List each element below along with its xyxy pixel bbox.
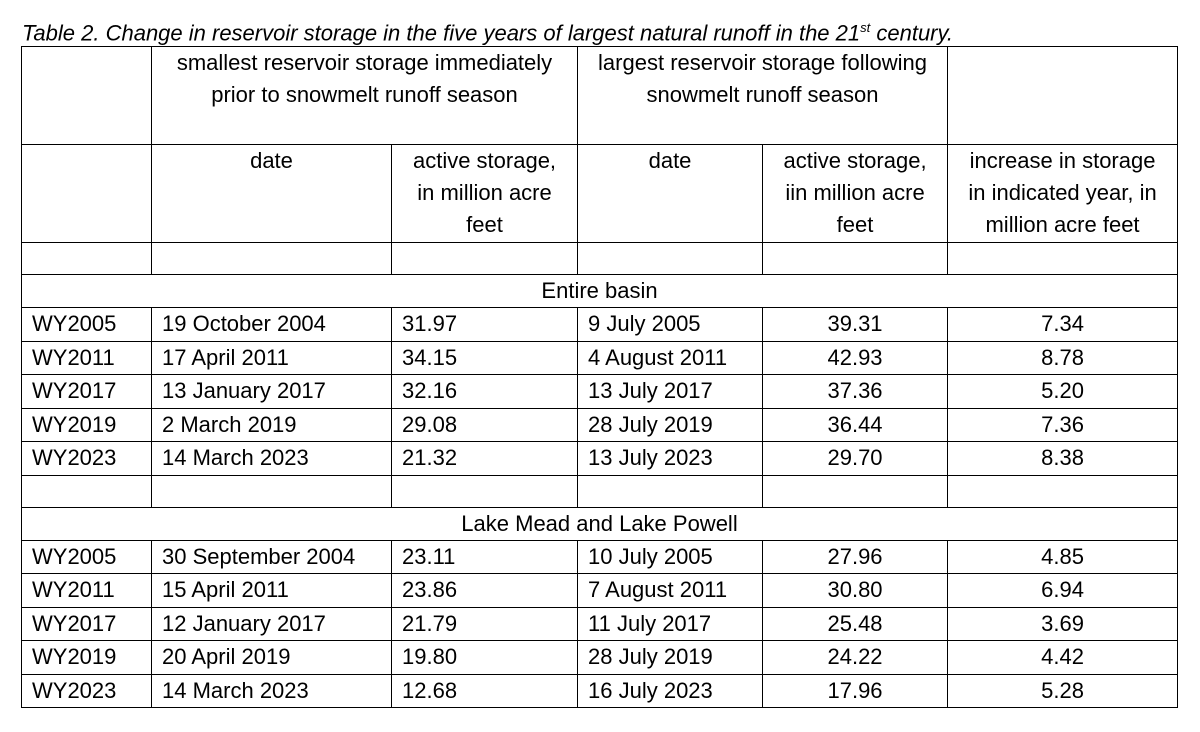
row-increase-cell: 7.34 — [948, 308, 1178, 342]
row-storage-after-cell: 30.80 — [763, 574, 948, 608]
caption-superscript: st — [860, 20, 871, 35]
row-date-before-cell: 19 October 2004 — [152, 308, 392, 342]
row-storage-before-cell: 21.79 — [392, 607, 578, 641]
row-storage-after-cell: 39.31 — [763, 308, 948, 342]
caption-text: Table 2. Change in reservoir storage in the five years of largest natural runoff in the 21 — [22, 20, 861, 46]
row-year-cell: WY2005 — [22, 540, 152, 574]
row-storage-after-cell: 24.22 — [763, 641, 948, 675]
row-increase-cell: 4.42 — [948, 641, 1178, 675]
blank-cell — [948, 243, 1178, 275]
blank-row — [22, 475, 1178, 507]
row-year-cell: WY2005 — [22, 308, 152, 342]
row-storage-before-cell: 31.97 — [392, 308, 578, 342]
table-row — [22, 641, 1178, 675]
row-date-before-cell: 14 March 2023 — [152, 674, 392, 708]
row-date-after-cell: 13 July 2017 — [578, 375, 763, 409]
row-date-after-cell: 13 July 2023 — [578, 442, 763, 476]
section-title: Entire basin — [22, 275, 1178, 308]
row-date-after-cell: 9 July 2005 — [578, 308, 763, 342]
row-storage-after-cell: 17.96 — [763, 674, 948, 708]
row-storage-after-cell: 27.96 — [763, 540, 948, 574]
blank-cell — [392, 475, 578, 507]
row-storage-before-cell: 19.80 — [392, 641, 578, 675]
row-storage-before-cell: 32.16 — [392, 375, 578, 409]
header-empty-cell — [22, 145, 152, 243]
section-title: Lake Mead and Lake Powell — [22, 507, 1178, 540]
row-date-before-cell: 12 January 2017 — [152, 607, 392, 641]
header-increase-in-storage: increase in storage in indicated year, in million acre feet — [948, 145, 1178, 243]
row-increase-cell: 5.28 — [948, 674, 1178, 708]
blank-cell — [948, 475, 1178, 507]
row-date-after-cell: 10 July 2005 — [578, 540, 763, 574]
blank-cell — [22, 243, 152, 275]
header-date-2: date — [578, 145, 763, 243]
header-row-groups — [22, 47, 1178, 145]
row-year-cell: WY2023 — [22, 674, 152, 708]
header-empty-cell — [22, 47, 152, 145]
row-storage-before-cell: 21.32 — [392, 442, 578, 476]
row-date-before-cell: 2 March 2019 — [152, 408, 392, 442]
blank-cell — [392, 243, 578, 275]
row-storage-after-cell: 36.44 — [763, 408, 948, 442]
table-row — [22, 408, 1178, 442]
row-year-cell: WY2023 — [22, 442, 152, 476]
row-increase-cell: 6.94 — [948, 574, 1178, 608]
row-date-after-cell: 4 August 2011 — [578, 341, 763, 375]
row-date-after-cell: 7 August 2011 — [578, 574, 763, 608]
row-year-cell: WY2019 — [22, 641, 152, 675]
row-storage-before-cell: 23.86 — [392, 574, 578, 608]
row-increase-cell: 4.85 — [948, 540, 1178, 574]
row-storage-after-cell: 37.36 — [763, 375, 948, 409]
row-date-after-cell: 11 July 2017 — [578, 607, 763, 641]
table-row — [22, 674, 1178, 708]
table-row — [22, 607, 1178, 641]
row-storage-after-cell: 25.48 — [763, 607, 948, 641]
section-header-row — [22, 275, 1178, 308]
row-storage-before-cell: 23.11 — [392, 540, 578, 574]
row-date-after-cell: 28 July 2019 — [578, 408, 763, 442]
blank-cell — [152, 243, 392, 275]
row-year-cell: WY2011 — [22, 341, 152, 375]
section-header-row — [22, 507, 1178, 540]
blank-cell — [22, 475, 152, 507]
blank-cell — [578, 243, 763, 275]
table-row — [22, 540, 1178, 574]
row-date-before-cell: 20 April 2019 — [152, 641, 392, 675]
row-date-before-cell: 15 April 2011 — [152, 574, 392, 608]
header-group-empty — [948, 47, 1178, 145]
row-storage-before-cell: 12.68 — [392, 674, 578, 708]
row-storage-after-cell: 42.93 — [763, 341, 948, 375]
caption-text-end: century. — [870, 20, 953, 46]
blank-cell — [152, 475, 392, 507]
row-increase-cell: 5.20 — [948, 375, 1178, 409]
row-increase-cell: 3.69 — [948, 607, 1178, 641]
row-date-before-cell: 14 March 2023 — [152, 442, 392, 476]
table-row — [22, 341, 1178, 375]
row-storage-before-cell: 29.08 — [392, 408, 578, 442]
row-date-before-cell: 13 January 2017 — [152, 375, 392, 409]
blank-cell — [763, 243, 948, 275]
table-caption — [22, 14, 953, 47]
row-year-cell: WY2017 — [22, 607, 152, 641]
header-date-1: date — [152, 145, 392, 243]
row-year-cell: WY2017 — [22, 375, 152, 409]
header-row-columns — [22, 145, 1178, 243]
row-year-cell: WY2019 — [22, 408, 152, 442]
blank-cell — [763, 475, 948, 507]
row-year-cell: WY2011 — [22, 574, 152, 608]
header-group-smallest-storage: smallest reservoir storage immediately prior to snowmelt runoff season — [152, 47, 578, 145]
blank-row — [22, 243, 1178, 275]
row-increase-cell: 8.78 — [948, 341, 1178, 375]
header-active-storage-1: active storage, in million acre feet — [392, 145, 578, 243]
table-row — [22, 442, 1178, 476]
row-increase-cell: 8.38 — [948, 442, 1178, 476]
table-row — [22, 308, 1178, 342]
row-date-after-cell: 28 July 2019 — [578, 641, 763, 675]
row-date-after-cell: 16 July 2023 — [578, 674, 763, 708]
blank-cell — [578, 475, 763, 507]
header-group-largest-storage: largest reservoir storage following snowmelt runoff season — [578, 47, 948, 145]
table-row — [22, 375, 1178, 409]
row-date-before-cell: 30 September 2004 — [152, 540, 392, 574]
row-storage-before-cell: 34.15 — [392, 341, 578, 375]
row-date-before-cell: 17 April 2011 — [152, 341, 392, 375]
header-active-storage-2: active storage, iin million acre feet — [763, 145, 948, 243]
storage-table — [21, 46, 1178, 708]
row-storage-after-cell: 29.70 — [763, 442, 948, 476]
table-row — [22, 574, 1178, 608]
row-increase-cell: 7.36 — [948, 408, 1178, 442]
